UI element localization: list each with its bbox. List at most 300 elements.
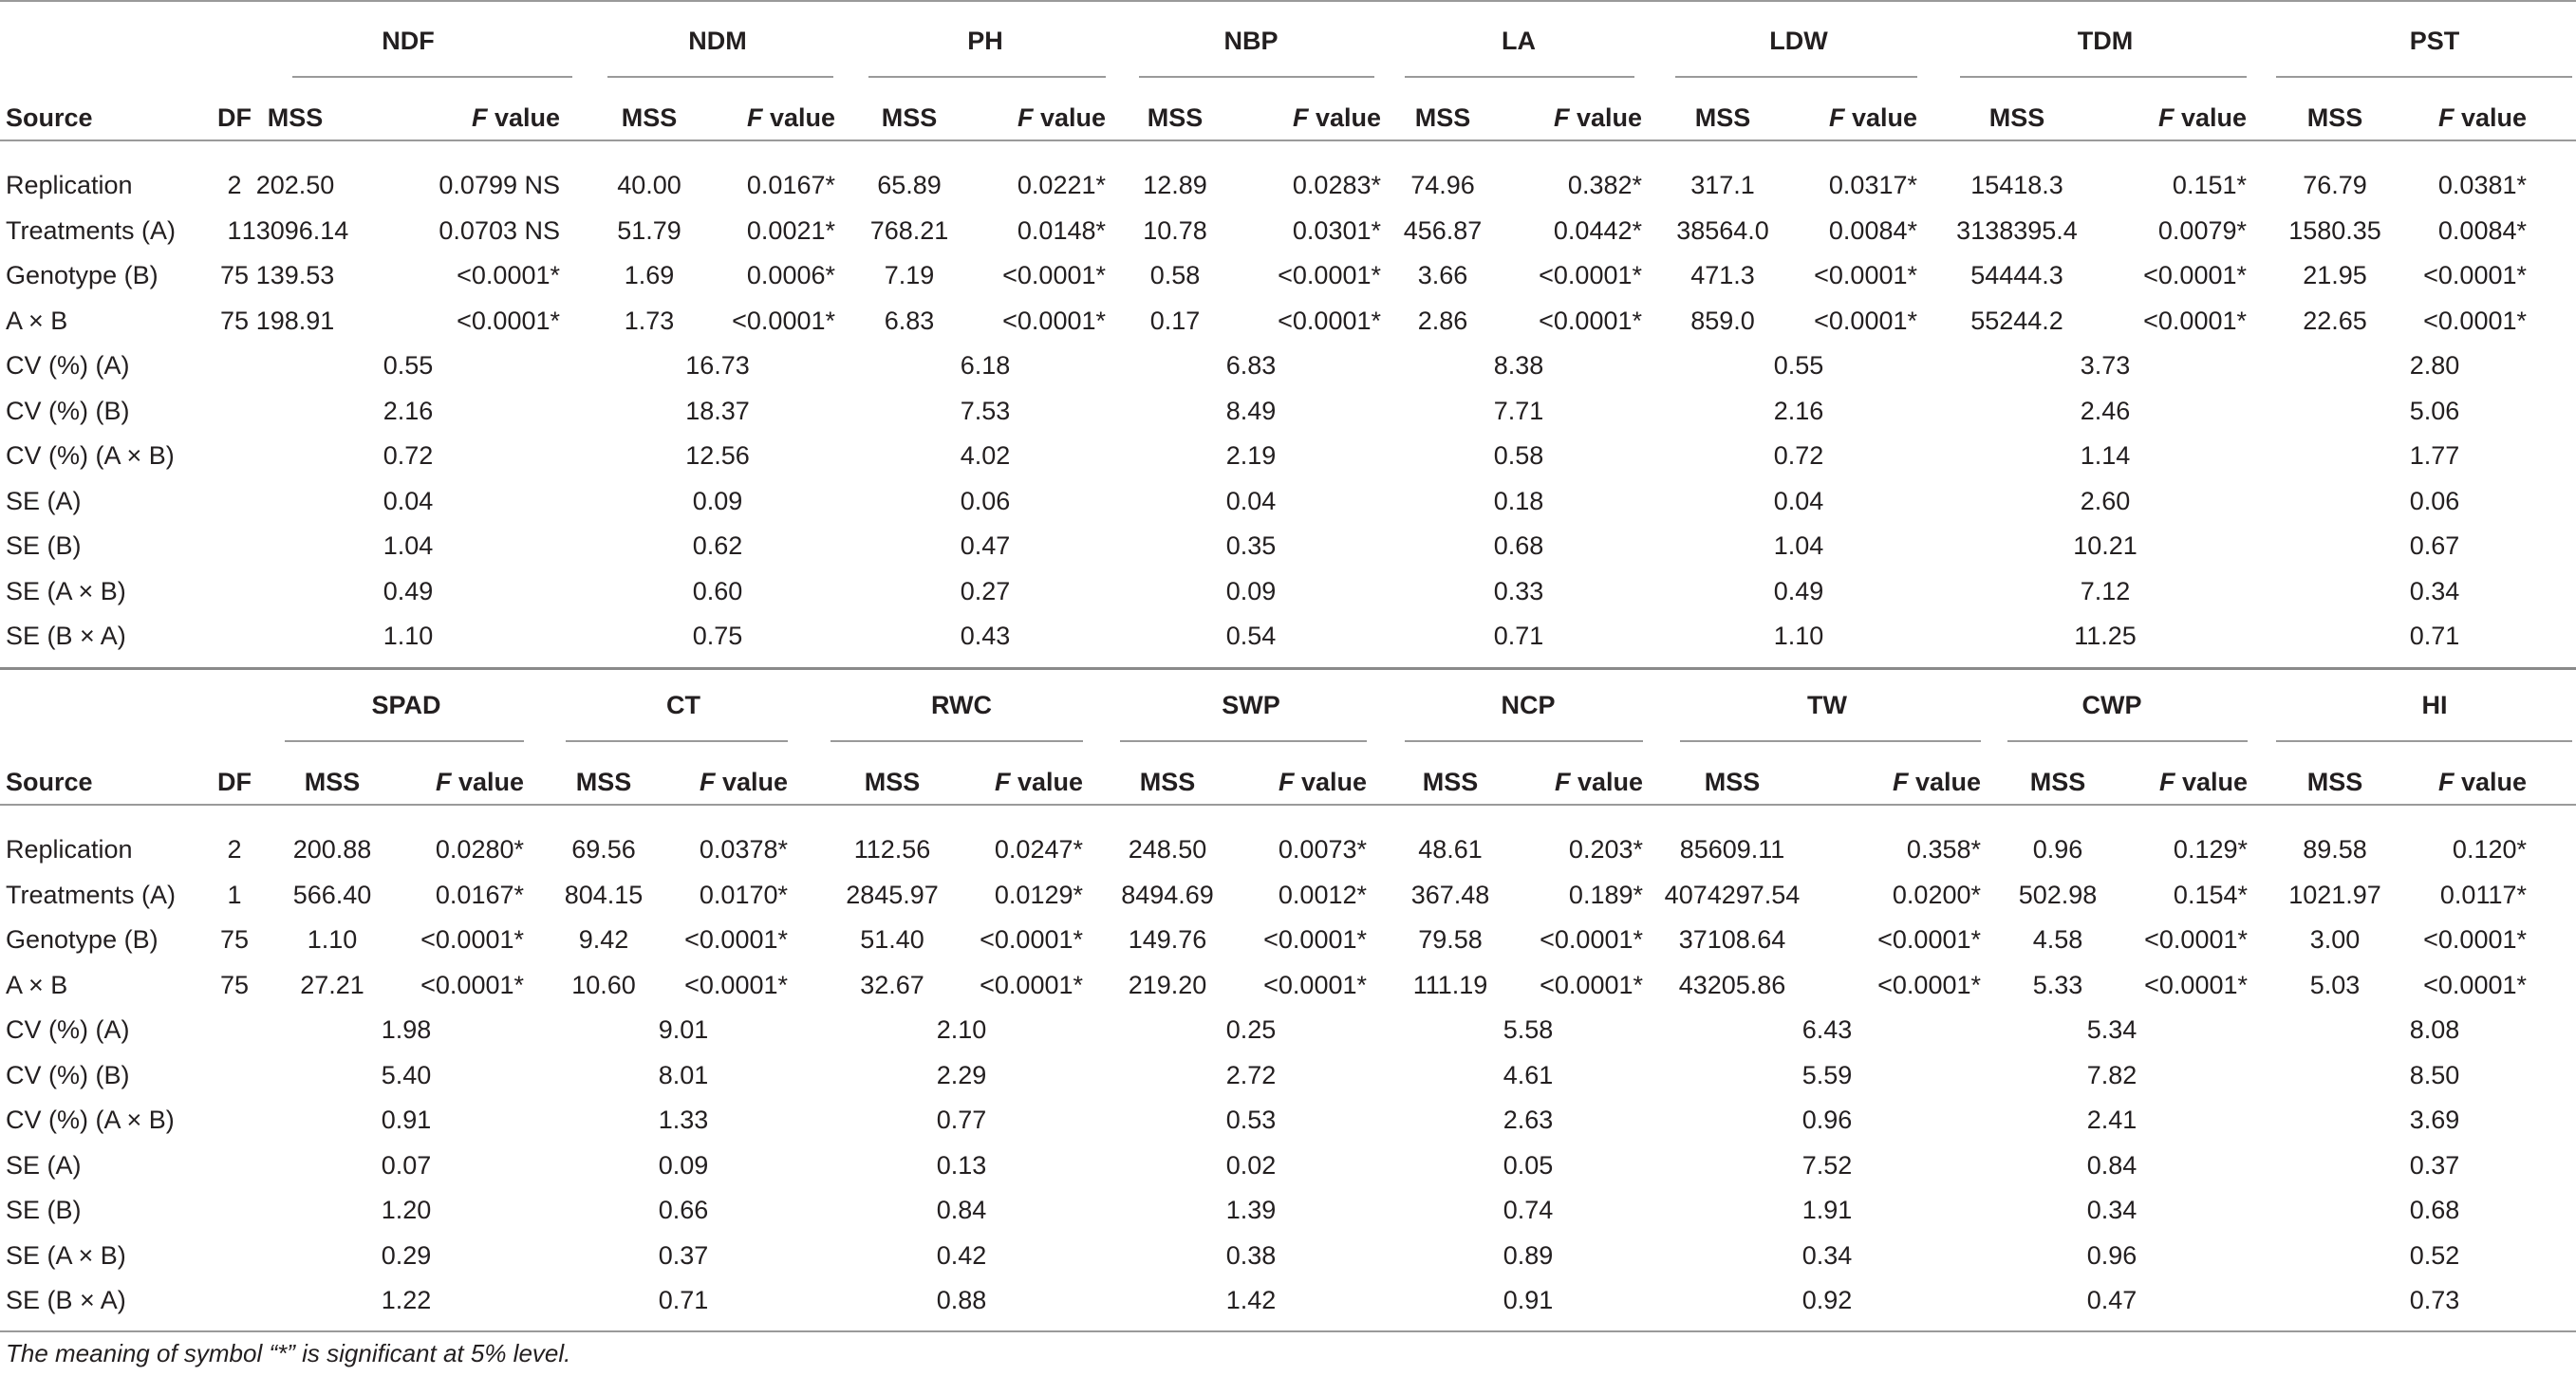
f-value: 0.382* [1567, 171, 1642, 199]
stat-value: 7.52 [1801, 1150, 1853, 1180]
stat-value: 1.98 [381, 1015, 432, 1044]
stat-value: 1.39 [1225, 1196, 1277, 1224]
stat-value: 0.04 [383, 486, 434, 515]
trait-group-rule [1675, 76, 1917, 78]
f-value: <0.0001* [1002, 261, 1106, 289]
column-header-f-value [344, 760, 524, 804]
anova-panel-vegetative-traits [0, 0, 2576, 666]
row-source-label: Genotype (B) [6, 925, 159, 954]
stat-value: 8.50 [2409, 1060, 2460, 1089]
stat-value: 0.34 [1801, 1240, 1853, 1270]
f-value: <0.0001* [2144, 925, 2248, 954]
stat-value: 0.96 [2086, 1240, 2137, 1270]
stat-value: 0.18 [1493, 486, 1544, 515]
stat-value: 4.61 [1503, 1060, 1554, 1089]
mss-value: 317.1 [1690, 171, 1755, 199]
mss-value: 2845.97 [846, 880, 939, 909]
stat-value: 7.53 [960, 396, 1011, 425]
row-source-label: Treatments (A) [6, 880, 177, 909]
mss-value: 111.19 [1412, 970, 1488, 999]
f-symbol: F [994, 768, 1011, 796]
column-header-f-value [1463, 760, 1643, 804]
f-value: <0.0001* [980, 925, 1083, 954]
trait-group-rule [1120, 740, 1367, 742]
mss-value: 3138395.4 [1956, 215, 2078, 245]
f-value: 0.0117* [2439, 880, 2527, 909]
column-header-mss: MSS [1704, 768, 1761, 796]
f-value: 0.151* [2172, 171, 2247, 199]
mss-value: 51.79 [617, 215, 681, 245]
stat-value: 6.83 [1225, 351, 1277, 380]
row-source-label: Treatments (A) [6, 215, 177, 245]
f-value: <0.0001* [1814, 261, 1917, 289]
f-value: <0.0001* [1540, 970, 1643, 999]
f-value: 0.0170* [699, 880, 788, 909]
column-header-f-value [607, 760, 788, 804]
stat-value: 8.01 [658, 1060, 709, 1089]
mss-value: 51.40 [860, 925, 924, 954]
value-word: value [1010, 768, 1083, 796]
f-symbol: F [2437, 103, 2455, 132]
row-source-label: A × B [6, 970, 68, 999]
mss-value: 3.00 [2309, 925, 2361, 954]
trait-group-rule [2007, 740, 2248, 742]
value-word: value [1569, 103, 1642, 132]
value-word: value [2174, 103, 2247, 132]
mss-value: 804.15 [564, 880, 644, 909]
mss-value: 48.61 [1418, 835, 1483, 864]
value-word: value [2454, 103, 2527, 132]
mss-value: 13096.14 [241, 215, 349, 245]
stat-value: 0.42 [936, 1240, 987, 1270]
f-value: <0.0001* [457, 261, 560, 289]
stat-value: 5.40 [381, 1060, 432, 1089]
stat-value: 1.42 [1225, 1286, 1277, 1314]
row-source-label: SE (A × B) [6, 1240, 126, 1270]
mss-value: 1580.35 [2288, 215, 2381, 245]
f-value: <0.0001* [1877, 925, 1981, 954]
mss-value: 54444.3 [1970, 261, 2063, 289]
f-value: <0.0001* [684, 970, 788, 999]
f-value: 0.0301* [1292, 215, 1381, 245]
column-header-f-value [1201, 96, 1381, 139]
stat-value: 2.16 [383, 396, 434, 425]
trait-header-cwp: CWP [2081, 691, 2142, 719]
stat-value: 0.37 [2409, 1150, 2460, 1180]
value-word: value [762, 103, 835, 132]
stat-value: 5.06 [2409, 396, 2460, 425]
f-value: <0.0001* [732, 306, 835, 335]
mss-value: 43205.86 [1678, 970, 1786, 999]
f-value: <0.0001* [2423, 970, 2527, 999]
value-word: value [451, 768, 524, 796]
f-value: <0.0001* [1263, 970, 1367, 999]
f-value: <0.0001* [1002, 306, 1106, 335]
stat-value: 0.09 [658, 1150, 709, 1180]
f-symbol: F [471, 103, 488, 132]
value-word: value [1308, 103, 1381, 132]
f-value: <0.0001* [1278, 306, 1381, 335]
f-value: <0.0001* [980, 970, 1083, 999]
f-value: <0.0001* [2144, 970, 2248, 999]
column-header-mss: MSS [304, 768, 361, 796]
f-value: 0.189* [1568, 880, 1643, 909]
row-source-label: SE (B × A) [6, 1286, 126, 1314]
mss-value: 859.0 [1690, 306, 1755, 335]
stat-value: 7.82 [2086, 1060, 2137, 1089]
trait-group-rule [2276, 76, 2572, 78]
stat-value: 7.71 [1493, 396, 1544, 425]
stat-value: 0.49 [1773, 576, 1824, 605]
column-header-f-value [2067, 760, 2248, 804]
stat-value: 4.02 [960, 441, 1011, 470]
stat-value: 0.06 [960, 486, 1011, 515]
f-value: <0.0001* [1814, 306, 1917, 335]
mss-value: 79.58 [1418, 925, 1483, 954]
f-value: 0.0079* [2157, 215, 2247, 245]
trait-header-pst: PST [2409, 27, 2460, 55]
stat-value: 5.34 [2086, 1015, 2137, 1044]
column-header-mss: MSS [864, 768, 921, 796]
f-value: 0.0381* [2437, 171, 2527, 199]
trait-group-rule [1960, 76, 2247, 78]
stat-value: 0.58 [1493, 441, 1544, 470]
stat-value: 0.74 [1503, 1196, 1554, 1224]
column-header-source: Source [6, 103, 93, 132]
f-value: <0.0001* [1877, 970, 1981, 999]
f-symbol: F [1554, 768, 1571, 796]
stat-value: 0.68 [1493, 531, 1544, 560]
stat-value: 0.34 [2409, 576, 2460, 605]
f-value: 0.0006* [746, 261, 835, 289]
stat-value: 2.80 [2409, 351, 2460, 380]
mss-value: 0.17 [1149, 306, 1201, 335]
stat-value: 0.84 [2086, 1150, 2137, 1180]
f-value: 0.0442* [1553, 215, 1642, 245]
stat-value: 0.67 [2409, 531, 2460, 560]
stat-value: 0.09 [692, 486, 743, 515]
value-word: value [1294, 768, 1367, 796]
stat-value: 0.43 [960, 622, 1011, 650]
stat-value: 6.18 [960, 351, 1011, 380]
column-header-f-value [655, 96, 835, 139]
mss-value: 139.53 [255, 261, 335, 289]
mss-value: 69.56 [571, 835, 636, 864]
f-symbol: F [2437, 768, 2455, 796]
f-value: <0.0001* [2423, 306, 2527, 335]
row-df-value: 75 [219, 925, 250, 954]
stat-value: 0.02 [1225, 1150, 1277, 1180]
mss-value: 40.00 [617, 171, 681, 199]
stat-value: 0.96 [1801, 1106, 1853, 1134]
column-header-mss: MSS [1422, 768, 1479, 796]
subheader-rule [0, 139, 2576, 141]
trait-group-rule [1680, 740, 1981, 742]
row-source-label: A × B [6, 306, 68, 335]
f-value: 0.0021* [746, 215, 835, 245]
trait-group-rule [292, 76, 572, 78]
mss-value: 9.42 [578, 925, 629, 954]
stat-value: 0.54 [1225, 622, 1277, 650]
table-footnote: The meaning of symbol “*” is significant at 5% level. [6, 1339, 571, 1367]
anova-panel-physiological-traits [0, 664, 2576, 1330]
value-word: value [1844, 103, 1917, 132]
stat-value: 2.19 [1225, 441, 1277, 470]
column-header-mss: MSS [2306, 768, 2363, 796]
column-header-mss: MSS [1988, 103, 2045, 132]
mss-value: 0.96 [2032, 835, 2083, 864]
f-value: <0.0001* [2423, 925, 2527, 954]
stat-value: 2.16 [1773, 396, 1824, 425]
f-value: 0.0084* [1828, 215, 1917, 245]
stat-value: 1.10 [383, 622, 434, 650]
stat-value: 8.08 [2409, 1015, 2460, 1044]
stat-value: 9.01 [658, 1015, 709, 1044]
f-symbol: F [1278, 768, 1295, 796]
stat-value: 2.63 [1503, 1106, 1554, 1134]
column-header-f-value [1737, 96, 1917, 139]
f-value: 0.0247* [994, 835, 1083, 864]
f-value: <0.0001* [1540, 925, 1643, 954]
mss-value: 76.79 [2303, 171, 2367, 199]
stat-value: 1.04 [383, 531, 434, 560]
f-value: 0.0283* [1292, 171, 1381, 199]
f-value: 0.0799 NS [439, 171, 560, 199]
column-header-mss: MSS [2029, 768, 2086, 796]
stat-value: 0.38 [1225, 1240, 1277, 1270]
row-source-label: CV (%) (B) [6, 396, 130, 425]
stat-value: 5.59 [1801, 1060, 1853, 1089]
mss-value: 32.67 [860, 970, 924, 999]
stat-value: 0.33 [1493, 576, 1544, 605]
f-symbol: F [699, 768, 716, 796]
mss-value: 6.83 [884, 306, 935, 335]
stat-value: 0.55 [1773, 351, 1824, 380]
row-source-label: CV (%) (B) [6, 1060, 130, 1089]
row-df-value: 75 [219, 970, 250, 999]
column-header-mss: MSS [267, 103, 324, 132]
f-value: <0.0001* [2143, 306, 2247, 335]
row-source-label: SE (B × A) [6, 622, 126, 650]
stat-value: 0.29 [381, 1240, 432, 1270]
f-value: 0.0012* [1278, 880, 1367, 909]
f-value: 0.0200* [1892, 880, 1981, 909]
f-value: 0.0073* [1278, 835, 1367, 864]
mss-value: 10.78 [1143, 215, 1207, 245]
mss-value: 4.58 [2032, 925, 2083, 954]
stat-value: 2.29 [936, 1060, 987, 1089]
f-value: 0.358* [1906, 835, 1981, 864]
f-value: 0.203* [1568, 835, 1643, 864]
column-header-f-value [925, 96, 1106, 139]
mss-value: 65.89 [877, 171, 942, 199]
mss-value: 566.40 [292, 880, 372, 909]
f-value: 0.0129* [994, 880, 1083, 909]
stat-value: 5.58 [1503, 1015, 1554, 1044]
stat-value: 2.72 [1225, 1060, 1277, 1089]
f-value: <0.0001* [1278, 261, 1381, 289]
stat-value: 0.07 [381, 1150, 432, 1180]
stat-value: 0.05 [1503, 1150, 1554, 1180]
f-value: 0.129* [2173, 835, 2248, 864]
stat-value: 0.35 [1225, 531, 1277, 560]
mss-value: 37108.64 [1678, 925, 1786, 954]
f-value: 0.0703 NS [439, 215, 560, 245]
row-df-value: 2 [227, 835, 242, 864]
row-df-value: 1 [227, 880, 242, 909]
stat-value: 0.71 [1493, 622, 1544, 650]
trait-header-ndm: NDM [688, 27, 747, 55]
stat-value: 16.73 [685, 351, 750, 380]
f-value: <0.0001* [684, 925, 788, 954]
f-symbol: F [1292, 103, 1309, 132]
f-value: 0.0084* [2437, 215, 2527, 245]
row-df-value: 75 [219, 306, 250, 335]
mss-value: 1021.97 [2288, 880, 2381, 909]
stat-value: 0.91 [1503, 1286, 1554, 1314]
value-word: value [487, 103, 560, 132]
stat-value: 0.62 [692, 531, 743, 560]
column-header-mss: MSS [881, 103, 938, 132]
trait-group-rule [285, 740, 524, 742]
stat-value: 2.60 [2080, 486, 2131, 515]
f-value: <0.0001* [1539, 306, 1642, 335]
f-value: 0.120* [2452, 835, 2527, 864]
stat-value: 2.41 [2086, 1106, 2137, 1134]
mss-value: 471.3 [1690, 261, 1755, 289]
mss-value: 768.21 [869, 215, 949, 245]
stat-value: 0.09 [1225, 576, 1277, 605]
f-symbol: F [2158, 768, 2175, 796]
stat-value: 18.37 [685, 396, 750, 425]
mss-value: 55244.2 [1970, 306, 2063, 335]
mss-value: 27.21 [300, 970, 364, 999]
column-header-mss: MSS [575, 768, 632, 796]
trait-group-rule [1405, 76, 1634, 78]
f-value: <0.0001* [1263, 925, 1367, 954]
stat-value: 1.91 [1801, 1196, 1853, 1224]
f-value: 0.0167* [435, 880, 524, 909]
stat-value: 1.10 [1773, 622, 1824, 650]
trait-group-rule [566, 740, 788, 742]
stat-value: 1.04 [1773, 531, 1824, 560]
mss-value: 149.76 [1128, 925, 1207, 954]
stat-value: 0.84 [936, 1196, 987, 1224]
stat-value: 0.75 [692, 622, 743, 650]
stat-value: 0.25 [1225, 1015, 1277, 1044]
stat-value: 11.25 [2074, 622, 2137, 650]
row-source-label: SE (A) [6, 1150, 82, 1180]
mss-value: 22.65 [2303, 306, 2367, 335]
stat-value: 0.89 [1503, 1240, 1554, 1270]
stat-value: 0.04 [1225, 486, 1277, 515]
f-symbol: F [435, 768, 452, 796]
trait-header-la: LA [1502, 27, 1536, 55]
mss-value: 2.86 [1417, 306, 1468, 335]
mss-value: 74.96 [1410, 171, 1475, 199]
f-value: 0.0317* [1828, 171, 1917, 199]
mss-value: 5.33 [2032, 970, 2083, 999]
bottom-rule [0, 1330, 2576, 1332]
mss-value: 5.03 [2309, 970, 2361, 999]
stat-value: 1.20 [381, 1196, 432, 1224]
mss-value: 502.98 [2018, 880, 2098, 909]
f-value: <0.0001* [420, 925, 524, 954]
stat-value: 0.27 [960, 576, 1011, 605]
mss-value: 4074297.54 [1664, 880, 1801, 909]
column-header-mss: MSS [1694, 103, 1751, 132]
trait-group-rule [868, 76, 1106, 78]
f-symbol: F [2157, 103, 2175, 132]
f-symbol: F [1892, 768, 1909, 796]
column-header-mss: MSS [1414, 103, 1471, 132]
f-value: 0.0280* [435, 835, 524, 864]
stat-value: 10.21 [2073, 531, 2137, 560]
trait-header-swp: SWP [1222, 691, 1280, 719]
stat-value: 0.37 [658, 1240, 709, 1270]
f-value: 0.154* [2173, 880, 2248, 909]
stat-value: 0.92 [1801, 1286, 1853, 1314]
column-header-df: DF [217, 103, 252, 132]
stat-value: 12.56 [685, 441, 750, 470]
column-header-mss: MSS [1147, 103, 1204, 132]
row-source-label: Replication [6, 171, 133, 199]
mss-value: 198.91 [255, 306, 335, 335]
stat-value: 0.66 [658, 1196, 709, 1224]
stat-value: 0.55 [383, 351, 434, 380]
stat-value: 0.49 [383, 576, 434, 605]
mss-value: 3.66 [1417, 261, 1468, 289]
row-source-label: SE (B) [6, 1196, 82, 1224]
stat-value: 3.69 [2409, 1106, 2460, 1134]
column-header-mss: MSS [621, 103, 678, 132]
stat-value: 0.04 [1773, 486, 1824, 515]
stat-value: 0.72 [1773, 441, 1824, 470]
trait-header-ndf: NDF [382, 27, 435, 55]
subheader-rule [0, 804, 2576, 806]
stat-value: 0.06 [2409, 486, 2460, 515]
column-header-df: DF [217, 768, 252, 796]
stat-value: 8.38 [1493, 351, 1544, 380]
row-df-value: 1 [227, 215, 242, 245]
row-source-label: SE (A) [6, 486, 82, 515]
stat-value: 8.49 [1225, 396, 1277, 425]
stat-value: 0.88 [936, 1286, 987, 1314]
stat-value: 1.14 [2080, 441, 2131, 470]
stat-value: 0.60 [692, 576, 743, 605]
stat-value: 0.47 [960, 531, 1011, 560]
stat-value: 0.71 [658, 1286, 709, 1314]
stat-value: 0.71 [2409, 622, 2460, 650]
row-source-label: CV (%) (A) [6, 351, 130, 380]
row-source-label: CV (%) (A × B) [6, 1106, 175, 1134]
trait-header-ph: PH [967, 27, 1003, 55]
trait-header-tw: TW [1807, 691, 1847, 719]
trait-group-rule [1405, 740, 1643, 742]
stat-value: 1.22 [381, 1286, 432, 1314]
stat-value: 0.73 [2409, 1286, 2460, 1314]
value-word: value [1570, 768, 1643, 796]
trait-header-tdm: TDM [2077, 27, 2134, 55]
f-value: <0.0001* [1539, 261, 1642, 289]
trait-header-ncp: NCP [1501, 691, 1556, 719]
mss-value: 10.60 [571, 970, 636, 999]
row-source-label: CV (%) (A × B) [6, 441, 175, 470]
trait-header-hi: HI [2421, 691, 2448, 719]
mss-value: 38564.0 [1676, 215, 1769, 245]
mss-value: 0.58 [1149, 261, 1201, 289]
value-word: value [715, 768, 788, 796]
